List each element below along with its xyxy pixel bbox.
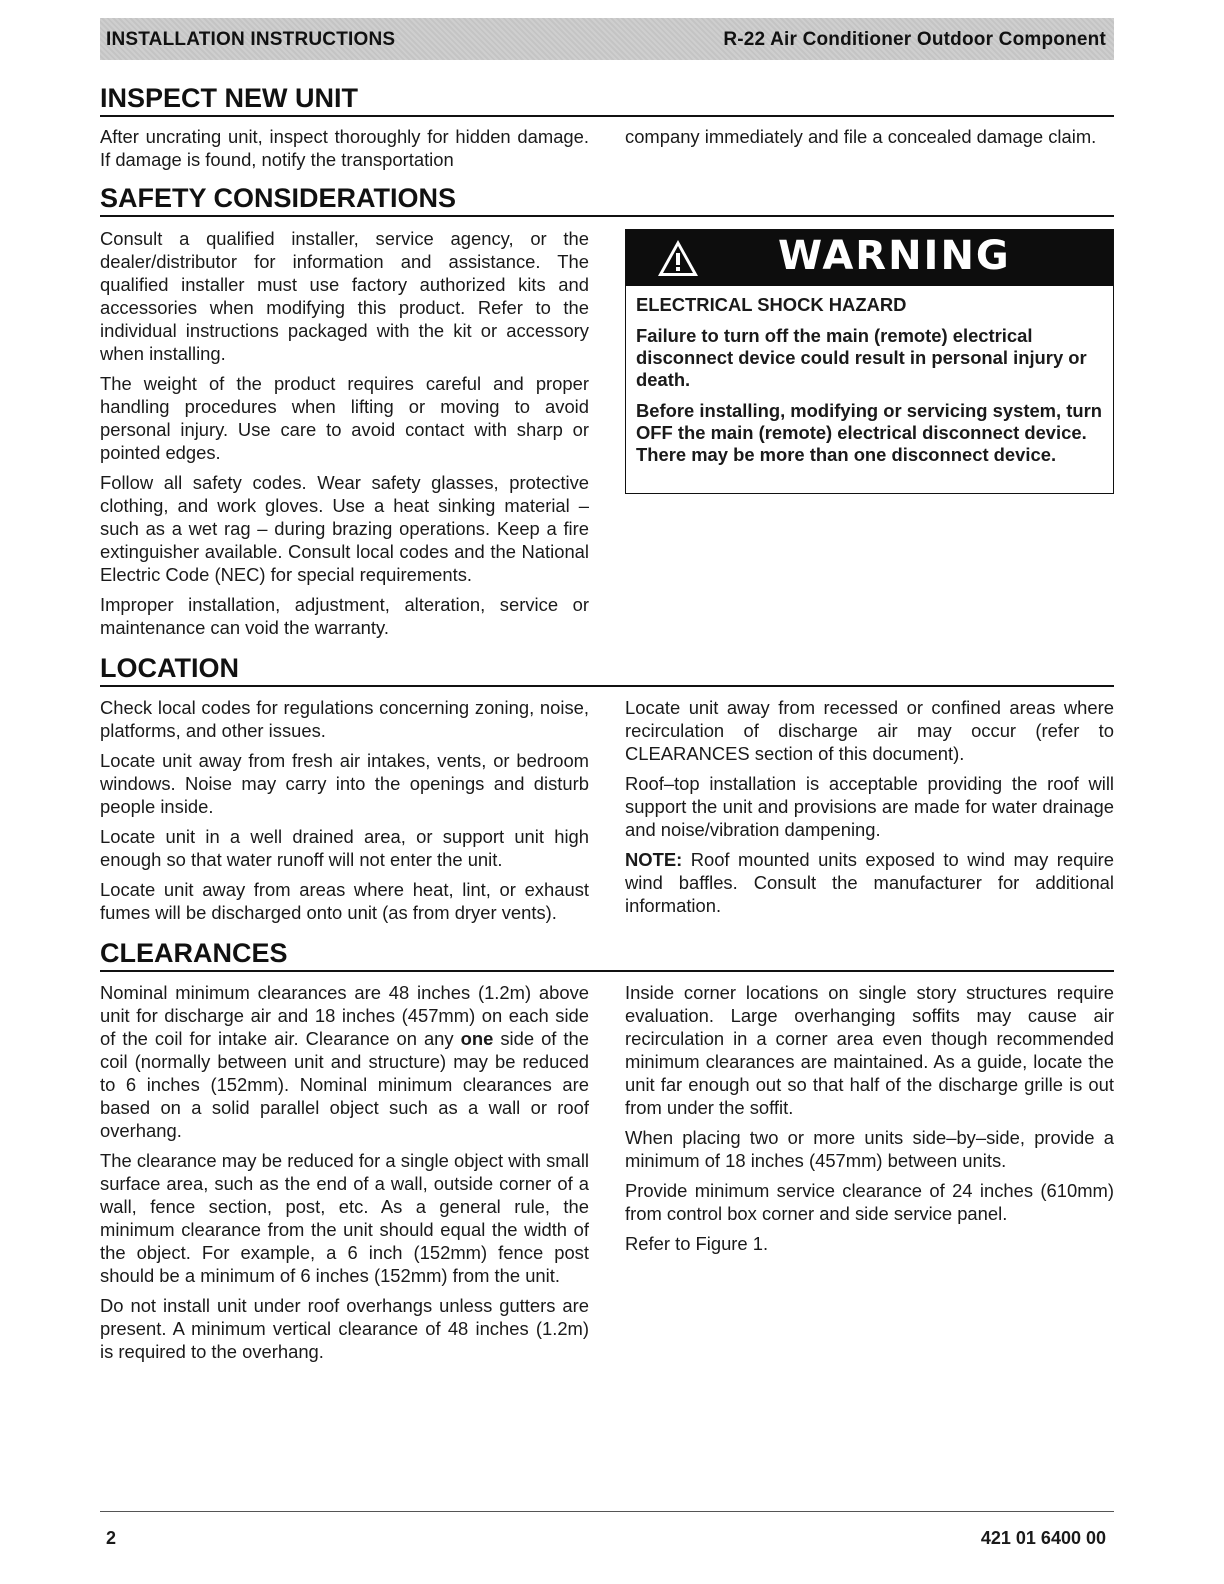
- clearances-paragraph-1: [100, 981, 589, 1142]
- note-label: NOTE:: [625, 849, 683, 870]
- warning-heading: ELECTRICAL SHOCK HAZARD: [636, 294, 907, 315]
- location-paragraph-4: Locate unit away from areas where heat, lint, or exhaust fumes will be discharged onto unit (as from dryer vents).: [100, 879, 589, 923]
- clearances-text-right: [625, 981, 1114, 1262]
- location-paragraph-3: Locate unit in a well drained area, or support unit high enough so that water runoff will not enter the unit.: [100, 826, 589, 870]
- warning-body: [626, 286, 1113, 466]
- inspect-paragraph-right: company immediately and file a concealed damage claim.: [625, 126, 1097, 147]
- clearances-text-left: [100, 981, 589, 1370]
- safety-paragraph-2: The weight of the product requires careful and proper handling procedures when lifting or moving to avoid personal injury. Use care to avoid contact with sharp or pointed edges.: [100, 373, 589, 463]
- location-heading: LOCATION: [100, 652, 1114, 687]
- warning-paragraph-1: Failure to turn off the main (remote) electrical disconnect device could result in personal injury or death.: [636, 325, 1087, 390]
- clearances-paragraph-5: When placing two or more units side–by–side, provide a minimum of 18 inches (457mm) between units.: [625, 1127, 1114, 1171]
- clearances-paragraph-2: The clearance may be reduced for a single object with small surface area, such as the end of a wall, outside corner of a wall, fence section, post, etc. As a general rule, the minimum clearance from the unit should equal the width of the object. For example, a 6 inch (152mm) fence post should be a minimum of 6 inches (152mm) from the unit.: [100, 1150, 589, 1286]
- warning-box: [625, 229, 1114, 494]
- inspect-text-left: [100, 125, 589, 178]
- clearances-paragraph-4: Inside corner locations on single story structures require evaluation. Large overhanging soffits may cause air recirculation in a corner area even though recommended minimum clearances are maintained. As a guide, locate the unit far enough out so that half of the discharge grille is out from under the soffit.: [625, 982, 1114, 1118]
- clearances-p1-emphasis: one: [460, 1028, 494, 1049]
- header-section-label: INSTALLATION INSTRUCTIONS: [106, 29, 396, 50]
- safety-paragraph-1: Consult a qualified installer, service agency, or the dealer/distributor for information and assistance. The qualified installer must use factory authorized kits and accessories when modifying this product. Refer to the individual instructions packaged with the kit or accessory when installing.: [100, 228, 589, 364]
- clearances-p1-part-a: Nominal minimum clearances are 48 inches (1.2m) above unit for discharge air and 18 inches (457mm) on each side of the coil for intake air. Clearance on any: [100, 982, 589, 1049]
- location-note: [625, 848, 1114, 917]
- clearances-paragraph-3: Do not install unit under roof overhangs unless gutters are present. A minimum vertical clearance of 48 inches (1.2m) is required to the overhang.: [100, 1295, 589, 1362]
- safety-paragraph-4: Improper installation, adjustment, alteration, service or maintenance can void the warranty.: [100, 594, 589, 638]
- safety-heading: SAFETY CONSIDERATIONS: [100, 182, 1114, 217]
- warning-paragraph-2: Before installing, modifying or servicing system, turn OFF the main (remote) electrical disconnect device. There may be more than one disconnect device.: [636, 400, 1102, 465]
- header-product-label: R-22 Air Conditioner Outdoor Component: [723, 29, 1106, 50]
- note-text: Roof mounted units exposed to wind may require wind baffles. Consult the manufacturer for additional information.: [625, 849, 1114, 916]
- warning-banner: [626, 230, 1113, 286]
- inspect-paragraph-left: After uncrating unit, inspect thoroughly for hidden damage. If damage is found, notify the transportation: [100, 126, 589, 170]
- location-text-left: [100, 696, 589, 931]
- warning-label: WARNING: [778, 233, 1011, 279]
- location-paragraph-2: Locate unit away from fresh air intakes, vents, or bedroom windows. Noise may carry into the openings and disturb people inside.: [100, 750, 589, 817]
- page-number: 2: [106, 1528, 117, 1548]
- clearances-paragraph-7: Refer to Figure 1.: [625, 1233, 769, 1254]
- clearances-heading: CLEARANCES: [100, 937, 1114, 972]
- footer-rule: [100, 1511, 1114, 1512]
- inspect-text-right: [625, 125, 1114, 155]
- location-paragraph-6: Roof–top installation is acceptable providing the roof will support the unit and provisions are made for water drainage and noise/vibration dampening.: [625, 773, 1114, 840]
- location-paragraph-5: Locate unit away from recessed or confined areas where recirculation of discharge air may occur (refer to CLEARANCES section of this document).: [625, 697, 1114, 764]
- safety-text: [100, 227, 589, 646]
- location-text-right: [625, 696, 1114, 924]
- clearances-p1-part-c: side of the coil (normally between unit and structure) may be reduced to 6 inches (152mm). Nominal minimum clearances are based on a solid parallel object such as a wall or roof overhang.: [100, 1028, 589, 1141]
- safety-paragraph-3: Follow all safety codes. Wear safety glasses, protective clothing, and work gloves. Use a heat sinking material – such as a wet rag – during brazing operations. Keep a fire extinguisher available. Consult local codes and the National Electric Code (NEC) for special requirements.: [100, 472, 589, 585]
- document-number: 421 01 6400 00: [980, 1528, 1106, 1548]
- warning-triangle-icon: [656, 238, 700, 278]
- clearances-paragraph-6: Provide minimum service clearance of 24 inches (610mm) from control box corner and side service panel.: [625, 1180, 1114, 1224]
- inspect-heading: INSPECT NEW UNIT: [100, 82, 1114, 117]
- location-paragraph-1: Check local codes for regulations concerning zoning, noise, platforms, and other issues.: [100, 697, 589, 741]
